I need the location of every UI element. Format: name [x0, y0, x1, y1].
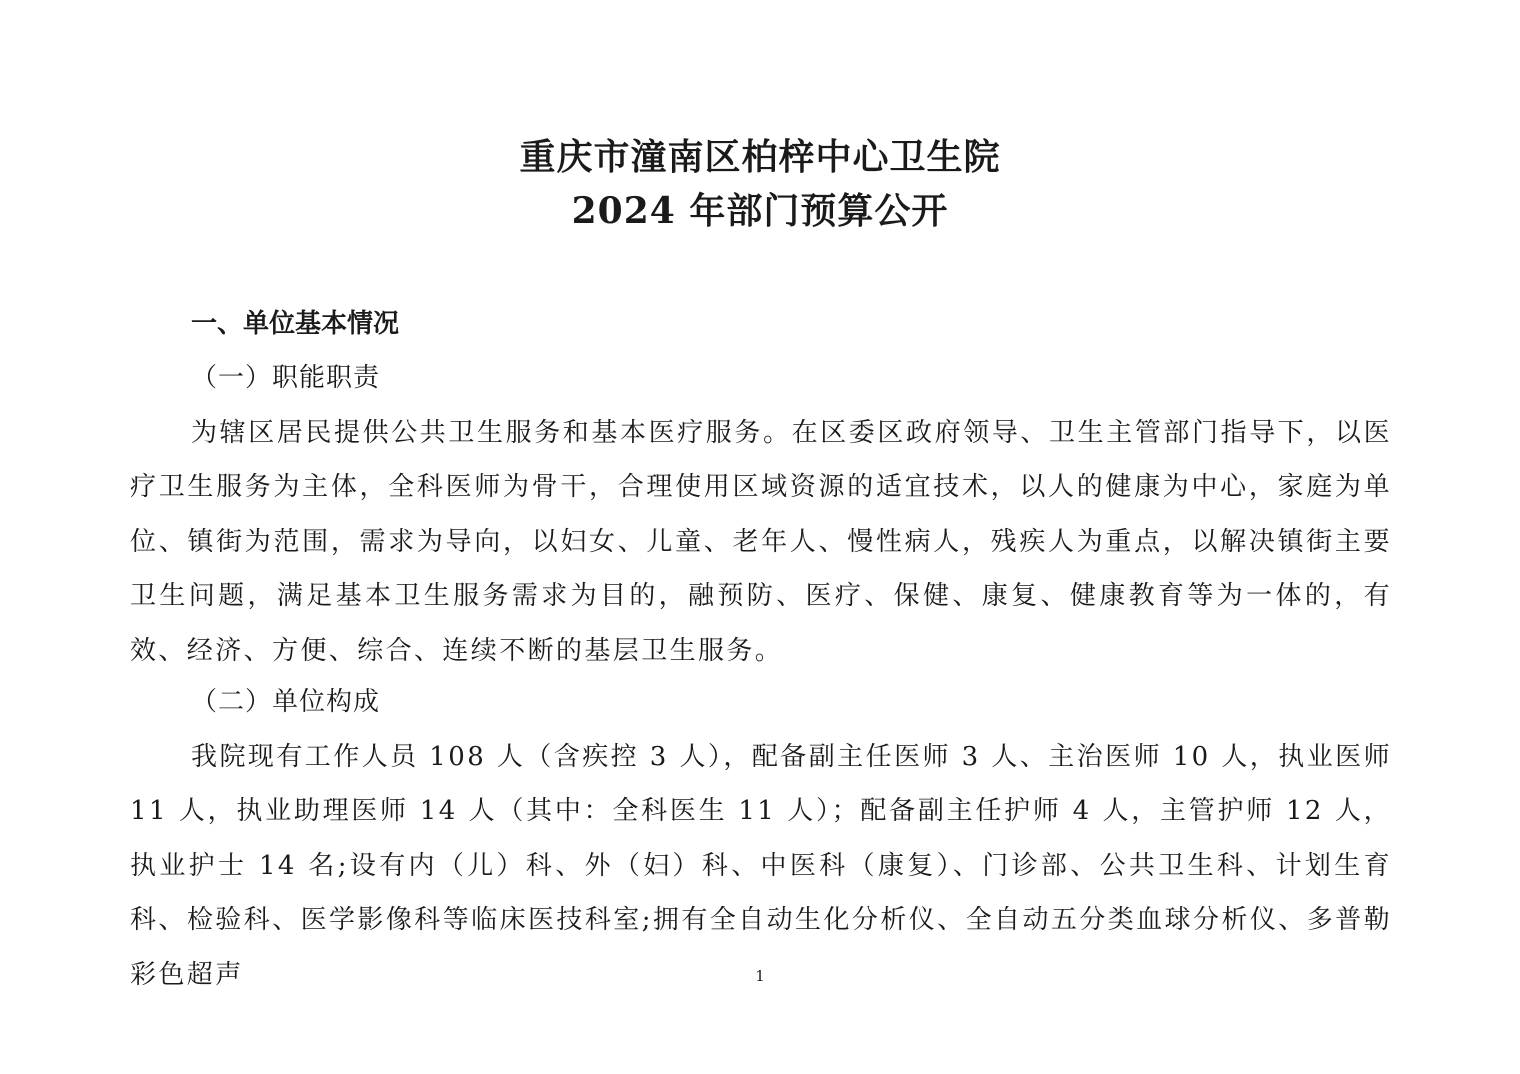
document-title — [0, 130, 1520, 238]
subsection-heading-composition: （二）单位构成 — [191, 687, 381, 717]
page-number: 1 — [755, 967, 765, 985]
duties-paragraph: 为辖区居民提供公共卫生服务和基本医疗服务。在区委区政府领导、卫生主管部门指导下，以医疗卫生服务为主体，全科医师为骨干，合理使用区域资源的适宜技术，以人的健康为中心，家庭为单位、镇街为范围，需求为导向，以妇女、儿童、老年人、慢性病人，残疾人为重点，以解决镇街主要卫生问题，满足基本卫生服务需求为目的，融预防、医疗、保健、康复、健康教育等为一体的，有效、经济、方便、综合、连续不断的基层卫生服务。 — [130, 418, 1392, 666]
title-line-2: 2024 年部门预算公开 — [571, 190, 949, 232]
title-line-1: 重庆市潼南区柏梓中心卫生院 — [519, 136, 1001, 178]
section-heading: 一、单位基本情况 — [191, 309, 400, 339]
subsection-heading-duties: （一）职能职责 — [191, 363, 381, 393]
composition-paragraph: 我院现有工作人员 108 人（含疾控 3 人），配备副主任医师 3 人、主治医师 10 人，执业医师 11 人，执业助理医师 14 人（其中：全科医生 11 人）；配备副主任护师 4 人，主管护师 12 人，执业护士 14 名;设有内（儿）科、外（妇）科、中医科（康复）、门诊部、公共卫生科、计划生育科、检验科、医学影像科等临床医技科室;拥有全自动生化分析仪、全自动五分类血球分析仪、多普勒彩色超声 — [130, 742, 1392, 990]
